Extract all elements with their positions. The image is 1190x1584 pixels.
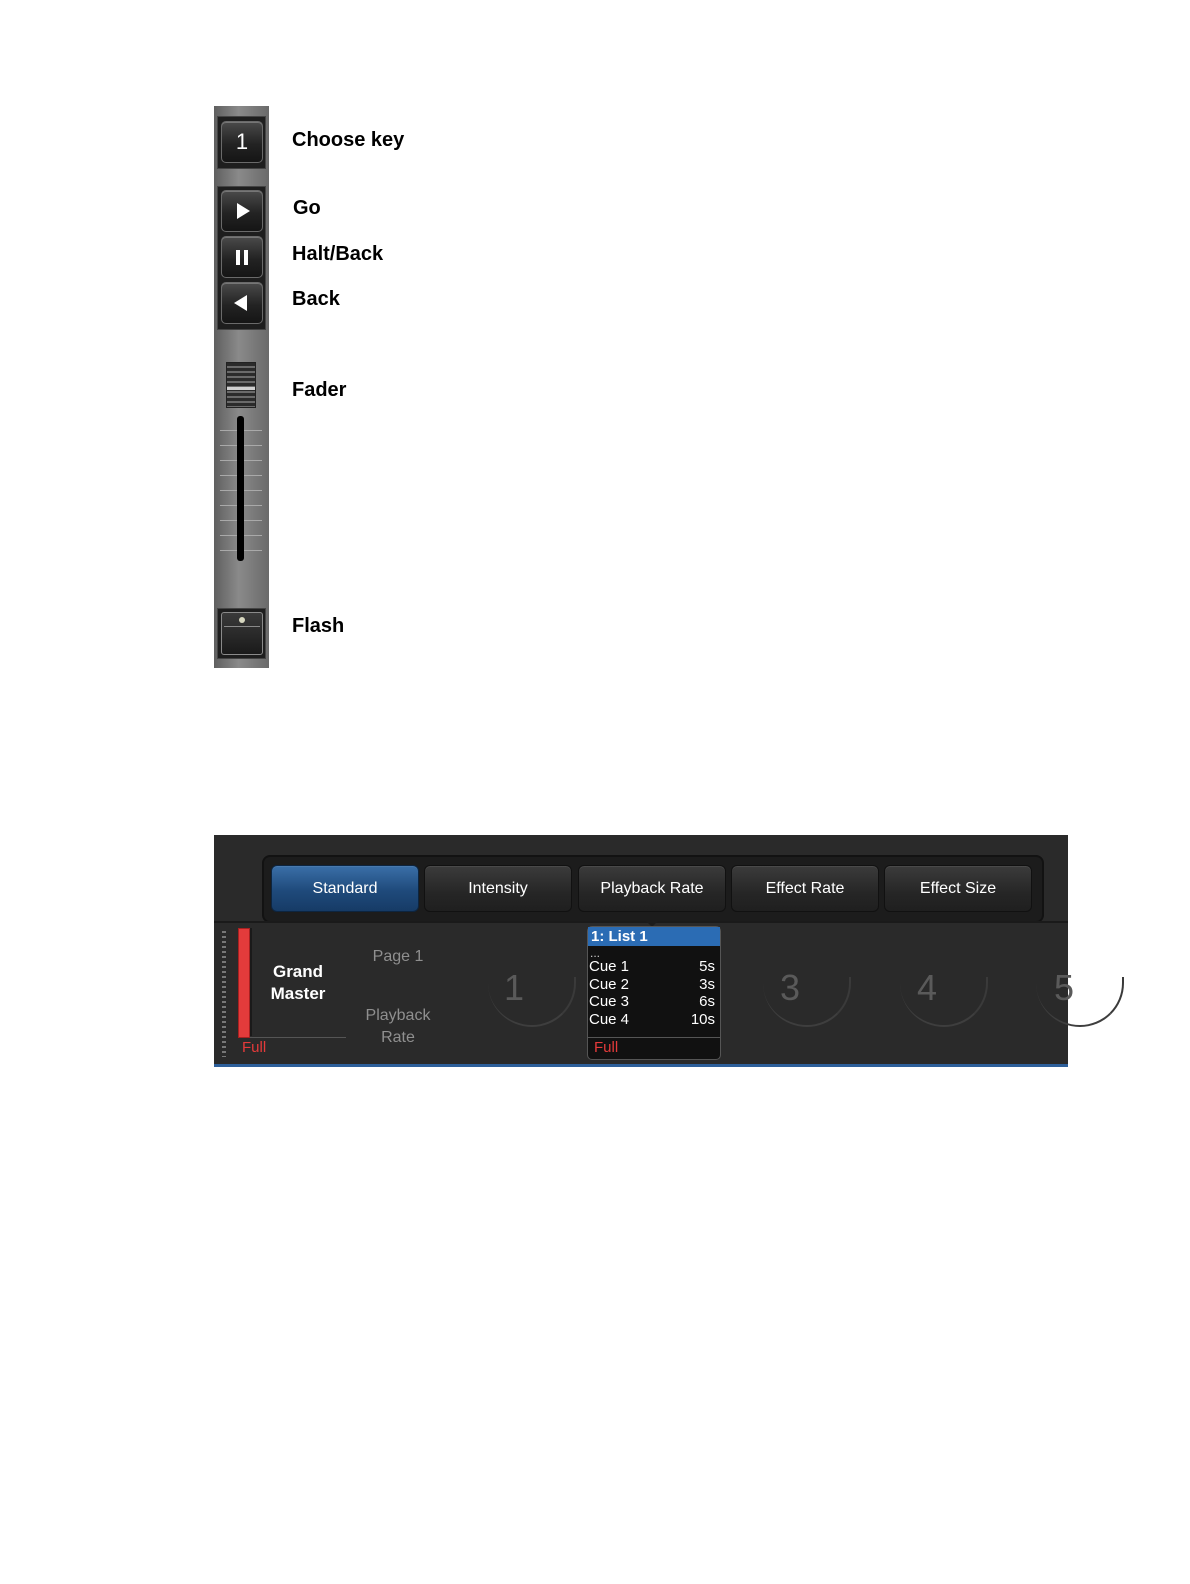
- grand-master-title-line2: Master: [270, 984, 326, 1003]
- row-label-line2: Rate: [381, 1029, 415, 1046]
- cue-row[interactable]: [588, 976, 720, 994]
- playback-slot-5[interactable]: 5: [1054, 967, 1075, 1008]
- back-label: Back: [292, 288, 340, 310]
- fader-handle[interactable]: [226, 362, 256, 408]
- back-icon: [234, 295, 247, 311]
- playback-fader-strip: [214, 106, 269, 668]
- cue-name: Cue 4: [589, 1010, 630, 1028]
- mode-selector: [262, 855, 1044, 923]
- cue-list-ellipsis: ...: [590, 946, 601, 960]
- grand-master-level-bar[interactable]: [238, 928, 250, 1038]
- panel-divider: [214, 921, 1068, 923]
- grand-master-title: [252, 961, 344, 1005]
- cue-name: Cue 1: [589, 958, 630, 975]
- cue-row[interactable]: [588, 993, 720, 1011]
- go-label: Go: [293, 197, 321, 219]
- cue-row[interactable]: [588, 1011, 720, 1029]
- halt-back-label: Halt/Back: [292, 243, 384, 265]
- flash-button[interactable]: [221, 612, 263, 655]
- playback-slot-3[interactable]: 3: [780, 967, 801, 1008]
- row-label-line1: Playback: [365, 1007, 431, 1024]
- playback-level: Full: [594, 1039, 619, 1056]
- panel-bottom-border: [214, 1064, 1068, 1067]
- row-label: [354, 1005, 442, 1049]
- playback-title: 1: List 1: [588, 927, 720, 946]
- playback-slot-4[interactable]: 4: [917, 967, 938, 1008]
- flash-led-icon: [239, 617, 245, 623]
- mode-effect-size-button[interactable]: Effect Size: [884, 865, 1032, 912]
- cue-time: 5s: [699, 958, 715, 975]
- fader-label: Fader: [292, 379, 347, 401]
- grand-master-level: Full: [242, 1039, 267, 1056]
- transport-keys-frame: [217, 186, 266, 330]
- playback-panel: [214, 835, 1075, 1067]
- mode-effect-rate-button[interactable]: Effect Rate: [731, 865, 879, 912]
- flash-label: Flash: [292, 615, 345, 637]
- choose-key-number: 1: [235, 129, 249, 154]
- choose-key-button[interactable]: [221, 121, 263, 163]
- mode-intensity-button[interactable]: Intensity: [424, 865, 572, 912]
- active-playback-card[interactable]: [587, 926, 721, 1060]
- back-button[interactable]: [221, 282, 263, 324]
- flash-frame: [217, 608, 266, 659]
- go-button[interactable]: [221, 190, 263, 232]
- pause-icon: [236, 250, 248, 265]
- cue-name: Cue 3: [589, 993, 630, 1010]
- cue-row[interactable]: [588, 958, 720, 976]
- scroll-handle[interactable]: [222, 931, 226, 1057]
- choose-key-label: Choose key: [292, 129, 405, 151]
- choose-key-frame: [217, 116, 266, 169]
- halt-back-button[interactable]: [221, 236, 263, 278]
- grand-master-title-line1: Grand: [272, 962, 324, 981]
- cue-time: 6s: [699, 993, 715, 1010]
- play-icon: [237, 203, 250, 219]
- fader-track[interactable]: [237, 416, 244, 561]
- playback-slot-1[interactable]: 1: [504, 967, 525, 1008]
- cue-time: 10s: [690, 1010, 715, 1028]
- cue-name: Cue 2: [589, 975, 630, 993]
- cue-time: 3s: [699, 975, 715, 993]
- mode-standard-button[interactable]: Standard: [271, 865, 419, 912]
- page-label: Page 1: [372, 948, 424, 965]
- mode-playback-rate-button[interactable]: Playback Rate: [578, 865, 726, 912]
